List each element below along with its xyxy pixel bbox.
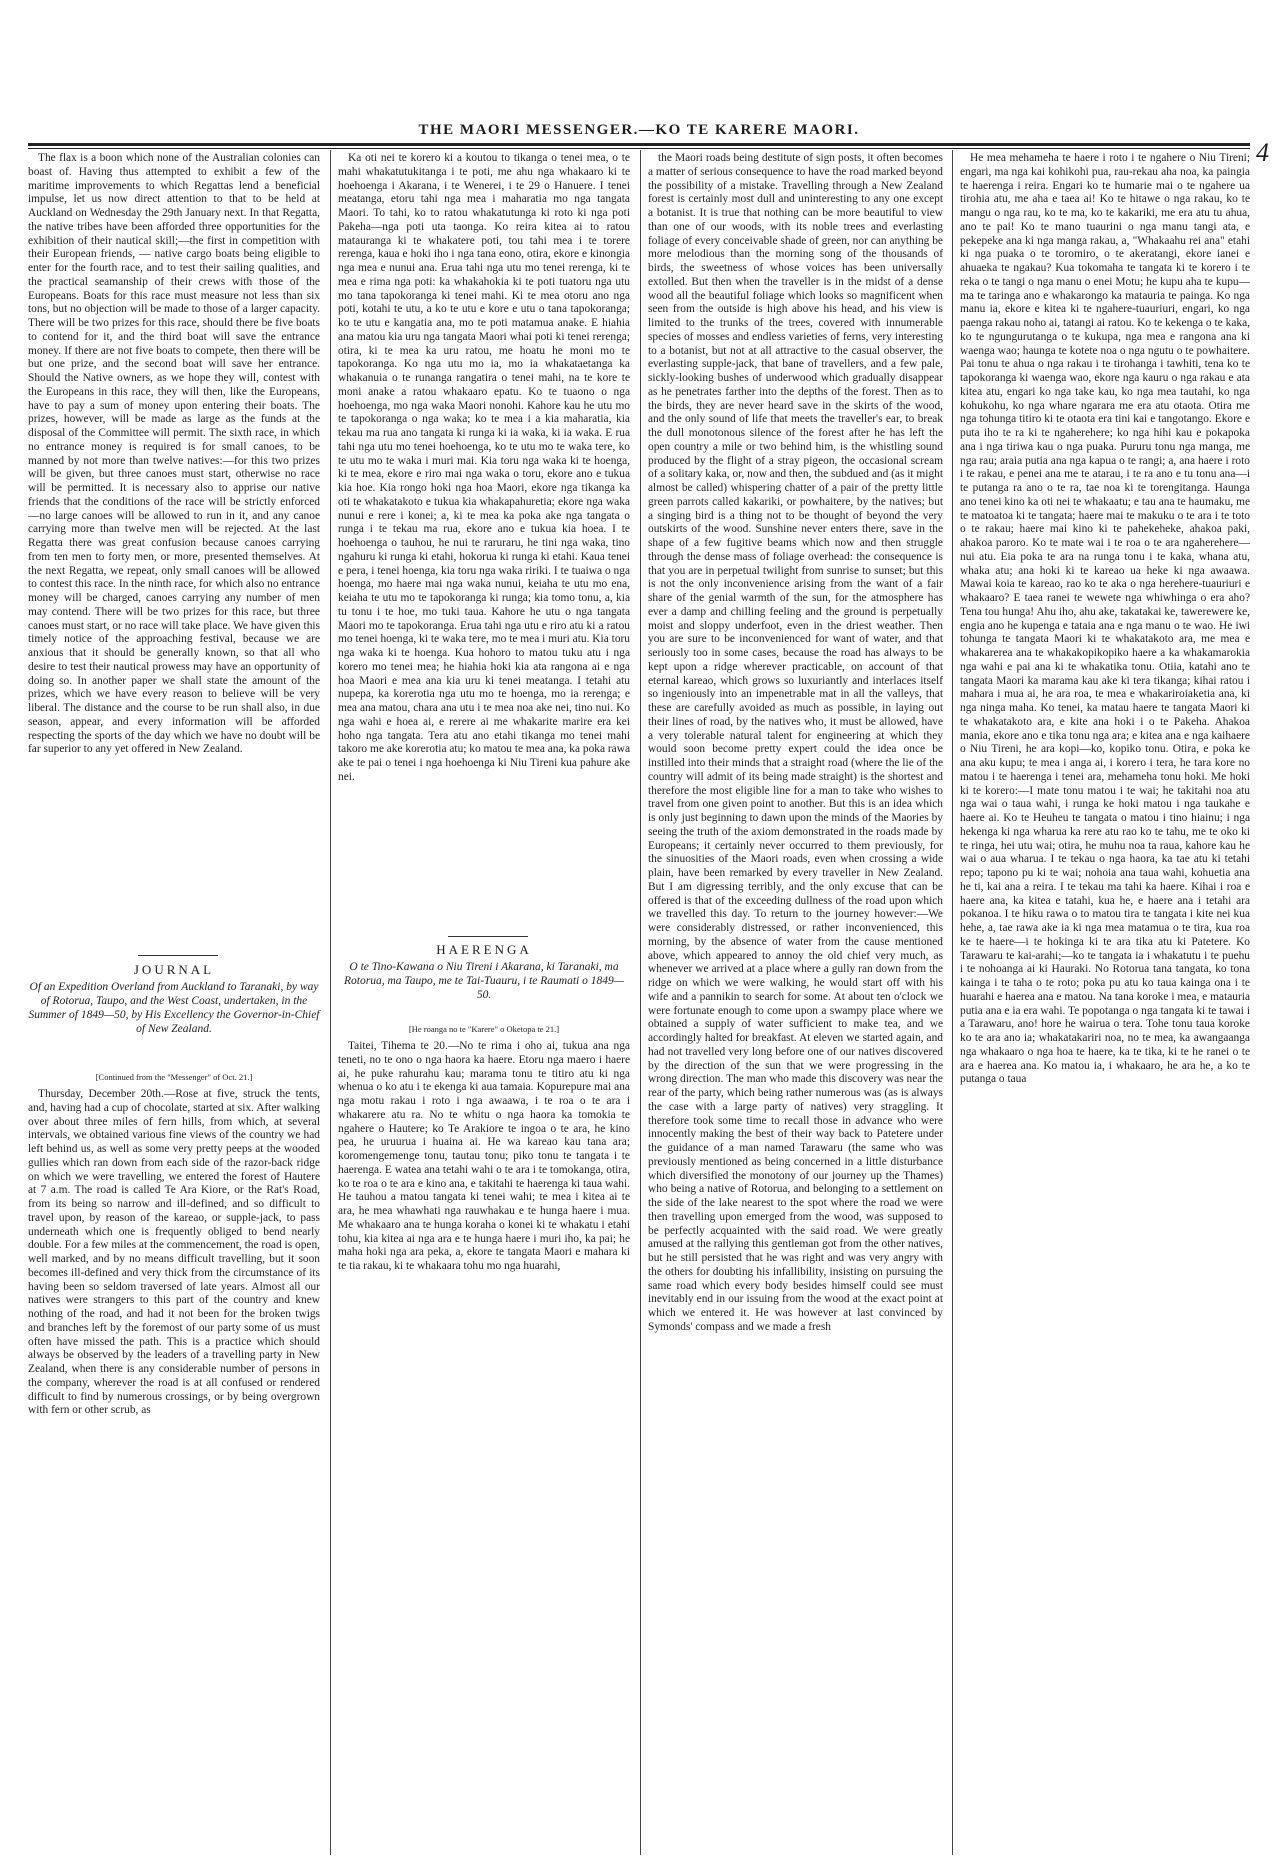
section-divider [138,955,218,956]
journal-body-continued: the Maori roads being destitute of sign posts, it often becomes a matter of serious consequence to have the road marked beyond the possibility of a mistake. Travelling through a New Zealand forest is certainly most dull and uninteresting to any one except a botanist. It is true that nothing can be more beautiful to view than one of our woods, with its noble trees and everlasting foliage of every conceivable shade of green, nor can anything be more melodious than the morning song of the thousands of birds, the sweetness of whose voices has been universally extolled. But then when the traveller is in the midst of a dense wood all the beautiful foliage which looks so magnificent when seen from the outside is high above his head, and his view is limited to the trunks of the trees, covered with innumerable species of mosses and endless varieties of ferns, very interesting to a botanist, but not at all attractive to the casual observer, the everlasting supple-jack, that bane of travellers, and a few pale, sickly-looking bushes of underwood which gradually disappear as he penetrates farther into the depths of the forest. Then as to the birds, they are never heard save in the skirts of the wood, and the only sound of life that meets the traveller's ear, to break the dull monotonous silence of the forest after he has left the open country a mile or two behind him, is the whistling sound produced by the flight of a stray pigeon, the occasional scream of a solitary kaka, or, now and then, the subdued and (as it might almost be called) whispering chatter of a pair of the pretty little green parrots called kakariki, or powhaitere, by the natives; but a singing bird is a thing not to be thought of beyond the very outskirts of the wood. Sunshine never enters there, save in the shape of a few fugitive beams which now and then struggle through the dense mass of foliage overhead: the consequence is that you are in perpetual twilight from sunrise to sunset; but this is not the only inconvenience arising from the want of a fair share of the genial warmth of the sun, for the atmosphere has ever a damp and chilling feeling and the ground is perpetually moist and sloppy underfoot, even in the driest weather. Then you are sure to be inconvenienced for want of water, and that seriously too in some cases, because the road has always to be kept upon a ridge wherever practicable, on account of that eternal kareao, which grows so luxuriantly and interlaces itself so ingeniously into an impenetrable mat in all the valleys, that these are carefully avoided as much as possible, in laying out their lines of road, by the natives who, it must be allowed, have a very tolerable natural talent for engineering at which they would soon become pretty expert could the idea once be instilled into their minds that a straight road (where the lie of the country will admit of its being made straight) is the shortest and therefore the most eligible line for a man to take who wishes to travel from one given point to another. But this is an idea which is only just beginning to dawn upon the minds of the Maories by seeing the truth of the axiom demonstrated in the roads made by Europeans; it certainly never occurred to them previously, for the sinuosities of the Maori roads, even when crossing a wide plain, have been remarked by every traveller in New Zealand. But I am digressing terribly, and the only excuse that can be offered is that of the exceeding dullness of the road upon which we travelled this day. To return to the journey however:—We were considerably distressed, or rather inconvenienced, this morning, by the absence of water from the cause mentioned above, which appeared to annoy the old chief very much, as whenever we arrived at a place where a gully ran down from the ridge on which we were walking, he would start off with his wife and a pannikin to search for some. At about ten o'clock we were fortunate enough to come upon a swampy place where we obtained a supply of water sufficient to make tea, and we accordingly halted for breakfast. At eleven we started again, and had not travelled very long before one of our natives discovered by the direction of the sun that we were progressing in the wrong direction. The man who made this discovery was near the rear of the party, which being rather numerous was (as is always the case with a large party of natives) very straggling. It therefore took some time to recall those in advance who were innocently making the best of their way back to Patetere under the guidance of a man named Tarawaru (the same who was previously mentioned as being concerned in a little disturbance which diversified the monotony of our journey up the Thames) who being a native of Rotorua, and belonging to a settlement on the side of the lake nearest to the spot where the road we were then travelling upon emerged from the wood, was supposed to be perfectly acquainted with the said road. We were greatly amused at the rallying this gentleman got from the other natives, but he still persisted that he was right and was very angry with the others for doubting his infallibility, insisting on pursuing the same road which every body besides himself could see must inevitably end in our issuing from the wood at the exact point at which we entered it. He was however at last convinced by Symonds' compass and we made a fresh [648,152,943,1333]
regatta-article-english: The flax is a boon which none of the Australian colonies can boast of. Having thus attempted to exhibit a few of the maritime improvements to which Regattas lend a beneficial impulse, let us now direct attention to that to be held at Auckland on Wednesday the 29th January next. In that Regatta, the native tribes have been afforded three opportunities for the exhibition of their nautical skill;—the first in competition with their European friends, — native cargo boats being eligible to enter for the fourth race, and to test their sailing qualities, and the practical seamanship of their crews with those of the Europeans. Boats for this race must measure not less than six tons, but no objection will be made to those of a larger capacity. There will be two prizes for this race, should there be five boats to contend for it, and the third boat will save the entrance money. If there are not five boats to compete, then there will be but one prize, and the second boat will save her entrance. Should the Native owners, as we hope they will, contest with the Europeans in this race, they will then, like the Europeans, have to pay a sum of money upon entering their boats. The prizes, however, will be made as large as the funds at the disposal of the Committee will permit. The sixth race, in which no entrance money is required is for small canoes, to be manned by not more than twelve natives:—for this two prizes will be given, but three canoes must start, otherwise no race will be permitted. It is necessary also to apprise our native friends that the conditions of the race will be strictly enforced—no large canoes will be allowed to run in it, and any canoe carrying more than twelve men will be rejected. At the last Regatta there was great confusion because canoes carrying from ten men to forty men, or more, presented themselves. At the next Regatta, we repeat, only small canoes will be allowed to contest this race. In the ninth race, for which also no entrance money will be charged, canoes carrying any number of men may contend. There will be two prizes for this race, but three canoes must start, or no race will take place. We have given this timely notice of the approaching festival, because we are anxious that it should be generally known, so that all who desire to test their nautical prowess may have an opportunity of doing so. In another paper we shall state the amount of the prizes, which we have every reason to believe will be very liberal. The distance and the course to be run shall also, in due season, appear, and every information will be afforded respecting the sports of the day which we have no doubt will be far superior to any yet offered in New Zealand. [28,152,320,756]
haerenga-subtitle: O te Tino-Kawana o Niu Tireni i Akarana, ki Taranaki, ma Rotorua, ma Taupo, me te Tai-Tuauru, i te Raumati o 1849—50. [344,961,624,1001]
section-divider [448,936,528,937]
haerenga-continued-note: [He roanga no te "Karere" o Oketopa te 21.] [408,1024,560,1034]
running-head: THE MAORI MESSENGER.—KO TE KARERE MAORI. [418,122,860,138]
haerenga-heading: HAERENGA [436,942,532,957]
header-rule-thin [28,148,1250,149]
header-rule [28,143,1250,146]
haerenga-body: Taitei, Tihema te 20.—No te rima i oho ai, tukua ana nga teneti, no te ono o nga haora ka haere. Etoru nga maero i haere ai, he puke rahurahu kau; marama tonu te titiro atu ki nga whenua o ko atu i te ekenga ki aua tamaia. Kopurepure mai ana nga motu rakau i roto i nga awaawa, i te roa o te ara i whakarere atu ra. No te whitu o nga haora ka tomokia te ngahere o Hautere; ko Te Arakiore te ingoa o te ara, he kino pea, he uruurua i huaina ai. He wa kareao kau tana ara; koromengemenge tonu, tautau tonu; piko tonu te tangata i te haerenga. E watea ana tetahi wahi o te ara i te tomokanga, otira, ko te roa o te ara e kino ana, e takitahi te haerenga ki taua wahi. He tauhou a matou tangata ki tenei wahi; te mea i kitea ai te ara, he mea whawhati nga rauwhakau e te hunga haere i mua. Me whakaaro ana te hunga koraha o konei ki te whakatu i etahi tohu, kia kitea ai nga ara e te hunga haere i muri iho, ka pai; he maha hoki nga ara peka, a, ekore te tangata Maori e mahara ki te tia rakau, ki te whakaara tohu mo nga huarahi, [338,1040,630,1272]
journal-continued-note: [Continued from the "Messenger" of Oct. 21.] [95,1072,253,1082]
journal-body: Thursday, December 20th.—Rose at five, struck the tents, and, having had a cup of chocolate, started at six. After walking over about three miles of fern hills, from which, at several intervals, we obtained various fine views of the country we had left behind us, as well as some very pretty peeps at the wooded gullies which ran down from each side of the razor-back ridge on which we were travelling, we entered the forest of Hautere at 7 a.m. The road is called Te Ara Kiore, or the Rat's Road, from its being so narrow and ill-defined, and so difficult to travel upon, by reason of the kareao, or supple-jack, to pass underneath which one is frequently obliged to bend nearly double. For a few miles at the commencement, the road is open, well marked, and by no means difficult travelling, but it soon becomes ill-defined and very thick from the circumstance of its having been so seldom traversed of late years. Almost all our natives were strangers to this part of the country and knew nothing of the road, and had it not been for the broken twigs and branches left by the foremost of our party some of us must often have missed the path. This is a practice which should always be observed by the leaders of a travelling party in New Zealand, when there is any considerable number of persons in the company, wherever the road is at all confused or rendered difficult to find by numerous crossings, or by being overgrown with fern or other scrub, as [28,1088,320,1417]
column-rule [640,150,641,1855]
regatta-article-maori: Ka oti nei te korero ki a koutou to tikanga o tenei mea, o te mahi whakatutukitanga i te poti, me ahu nga whakaaro ki te hoehoenga i Akarana, i te Wenerei, i te 29 o Hanuere. I tenei meatanga, etoru tahi nga mea i maharatia mo nga tangata Maori. To tahi, ko to ratou whakatutunga ki roto ki nga poti Pakeha—nga poti uta taonga. Ko reira kitea ai to ratou matauranga ki te whakatere poti, tou tahi mea i te torere rerenga, kaua e hoki iho i nga tana eono, otira, ekore e kinongia nga mea e nunui ana. Erua tahi nga utu mo tenei rerenga, ki te mea e rima nga poti: ka whakahokia ki te poti tuatoru nga utu mo tana tapokoranga ki tenei mahi. Ki te mea otoru ano nga poti, kotahi te utu, a ko te utu e kore e utu o tana tapokoranga; ko te utu e kangatia ana, mo te poti matamua anake. E hiahia ana matou kia uru nga tangata Maori whai poti ki tenei rerenga; otira, ki te mea ka uru ratou, me hoatu he moni mo te tapokoranga. Ko nga utu mo ia, mo ia whakataetanga ka whakanuia o te runanga rangatira o tenei mahi, na te kore te moni anake a ratou whakaaro epatu. Ko te tuaono o nga hoehoenga, mo nga waka Maori nonohi. Kahore kau he utu mo te tapokoranga o nga waka; ko te mea i a kia maharatia, kia tekau ma rua ano tangata ki runga ki ia waka, ki ia waka. E rua tahi nga utu mo tenei hoehoenga, ko te utu mo te waka tere, ko te utu mo te waka i muri mai. Kia toru nga waka ki te hoenga, ki te mea, ekore e riro mai nga waka o toru, ekore ano e tukua kia hoe. Kia rongo hoki nga hoa Maori, ekore nga tikanga ka oti te whakatakoto e tukua kia whakapahuretia; ekore nga waka nunui e rere i konei; a, ki te mea ka poka ake nga tangata o runga i te tekau ma rua, ekore ano e tukua kia hoea. I te hoehoenga o tauhou, he nui te raruraru, he tini nga waka, tino ngahuru ki runga ki etahi, hokorua ki runga ki etahi. Kaua tenei e pera, i tenei hoenga, kia toru nga waka ririki. I te tuaiwa o nga hoenga, mo haere mai nga waka nunui, keiaha te utu mo ena, keiaha te utu mo te tapokoranga ki runga; kia tomo tonu, a, kia tu tonu i te hoe, mo tuki taua. Kahore he utu o nga tangata Maori mo te tapokoranga. Erua tahi nga utu e riro atu ki a ratou mo tenei hoenga, ki te waka tere, mo te mea i muri atu. Kia toru nga waka ki te hoenga. Kua hohoro to matou tuku atu i nga korero mo tenei mea; he hiahia hoki kia ata rangona ai e nga hoa Maori e mea ana kia uru ki tenei meatanga. I tetahi atu nupepa, ka korerotia nga utu mo te hoenga, mo ia rerenga; e mea ana matou, chara ana utu i te mea noa ake nei, tino nui. Ko nga wahi e hoea ai, e rerere ai me whakarite marire era kei hoho nga tangata. Tera atu ano etahi tikanga mo tenei mahi takoro me ake korerotia atu; ko matou te mea ana, ka poka rawa ake te pai o tenei i nga hoehoenga ki Niu Tireni kua pahure ake nei. [338,152,630,783]
haerenga-body-continued: He mea mehameha te haere i roto i te ngahere o Niu Tireni; engari, ma nga kai kohikohi pua, rau-rekau aha noa, ka paingia te haerenga i reira. Engari ko te humarie mai o te ngahere ua tirohia atu, me aha e taea ai! Ko te hitawe o nga rakau, ko te mangu o nga rau, ko te ma, ko te kakariki, me era atu tu ahua, ano te pai! Ko te mano tuaurini o nga manu tangi ata, e pekepeke ana ki nga manga rakau, a, "Whakaahu rei ana" etahi ki nga puaka o te toromiro, o te akeratangi, ekore ianei e ahuaeka te ngakau? Kua tokomaha te tangata ki te korero i te reka o te tangi o nga manu o enei Motu; he kupu aha te kupu—ma te taringa ano e whakarongo ka matauria te painga. Ko nga manu ia, ekore e kitea ki te ngahere-tuauriuri, engari, ko nga paenga rakau noho ai, tatangi ai ratou. Ko te kekenga o te kaka, ko te ngungurutanga o te kukupa, nga mea e rangona ana ki waenga wao; haunga te kotete noa o nga ngutu o te powhaitere. Pai tonu te ahua o nga rakau i te tirohanga i tawhiti, tena ko te tapokoranga ki waenga wao, ekore nga kauru o nga rakau e ata kitea atu, engari ko nga take kau, ko nga mea tautahi, ko nga kohukohu, ko nga whare ngarara me era atu otaota. Otira me nga tohunga titiro ki te otaota era tini kai e tangotango. Ekore e puta iho te ra ki te ngaherehere; ko nga hihi kau e pokapoka ana i nga tiriwa kau o nga puaka. Pururu tonu nga manga, me nga rau; araia putia ana nga kapua o te rangi; a, ana haere i roto i te rakau, e penei ana me te atarau, i te ra ano e tu tonu ana—i te putanga ra ano o te ra, tae noa ki te torengitanga. Haunga ano tenei kino ka oti nei te whakaatu; e tau ana te haumaku, me te matoatoa ki te tangata; haere mai te makuku o te ara i te toto o te rakau; haere mai kino ki te pahekeheke, ahakoa paki, ahakoa paroro. Ko te mate wai i te roa o te ara ngaherehere—nui atu. Eia poka te ara na runga tonu i te kaka, whana atu, whaka atu; ana hoki ki te kareao ua heke ki nga awaawa. Mawai koia te kareao, rao ko te aka o nga herehere-tuauriuri e whakaaro? E taea ranei te wewete nga whiwhinga o era aho? Tena tou hunga! Ahu iho, ahu ake, takatakai ke, tawerewere ke, engia ano he kupenga e tataia ana e nga manu o te wao. He iwi tohunga te tangata Maori ki te whakatakoto ara, me mea e whakarerea ana te whakakopikopiko haere a ka whakamarokia nga wahi e pai ana ki te whakatika tonu. Otiia, katahi ano te tangata Maori ka marama kau ake ki tera tikanga; kihai ratou i mahara i mua ai, he ara roa, te mea e whakariroiaketia ana, ki nga ninga maha. Ko tenei, ka matau haere te tangata Maori ki te whakatakoto ara, e kite ana hoki i o te Pakeha. Ahakoa mania, ekore ano e tika tonu nga ara; e kitea ana e nga kaihaere o Niu Tireni, he ara kopi—ko, kopiko tonu. Otira, e poka ke ana aku kupu; te mea i anga ai, i korero i tera, he tara kore no matou i te haerenga i tenei ara, mehameha tonu hoki. Me hoki ki te korero:—I mate tonu matou i te wai; he takitahi noa atu nga wai o taua wahi, i runga ke hoki matou i nga taukahe e haere ai. Ko te Heuheu te tangata o matou i tino hiainu; i nga hekenga ki nga wharua ka rere atu rao ko te tahu, me te oko ki te ringa, hei utu wai; otira, he muhu noa ta raua, kahore kau he wai o aua wharua. I te tekau o nga haora, ka tae atu ki tetahi repo; tapono pu ki te wai; nohoia ana taua wahi, kohuetia ana he ti, kai ana a reira. I te tekau ma tahi ka haere. Kihai i roa e haere ana, ka kitea e tatahi, kua he, e haere ana i tetahi ara pokanoa. I te hiku rawa o to matou tira te tangata i kite nei kua hehe, a, tae rawa ake ia ki nga mea matamua o te tira, kua roa ke te haere—i te hokinga ki te ara tika atu ki Patetere. Ko Tarawaru te kai-arahi;—ko te tangata ia i whakatutu i te puehu i te nohoanga ai ki Hauraki. No Rotorua tana tangata, ko tona kainga i te taha o te roto; poka pu atu ko taua kainga ona i te huarahi e haerea ana e matou. Na tana koroke i mea, e matauria putia ana e ia era wahi. Te popotanga o nga tangata ki te tawai i a Tarawaru, ano! hore he wairua o tera. Tohe tonu taua koroke ko te ara ano ia; whakatakariri noa, no te mea, ka awangaanga nga whakaaro o nga hoa te haere, ka te tika, ki te he ranei o te ara e haerea ana. Ko matou ia, i whakaaro, he ara he, a ko te putanga o taua [960,152,1250,1086]
newspaper-page [28,0,1269,1860]
journal-subtitle: Of an Expedition Overland from Auckland to Taranaki, by way of Rotorua, Taupo, and the West Coast, undertaken, in the Summer of 1849—50, by His Excellency the Governor-in-Chief of New Zealand. [28,981,320,1035]
column-rule [952,150,953,1855]
column-rule [330,150,331,1855]
page-number: 4 [1256,138,1269,167]
journal-heading: JOURNAL [133,962,215,977]
